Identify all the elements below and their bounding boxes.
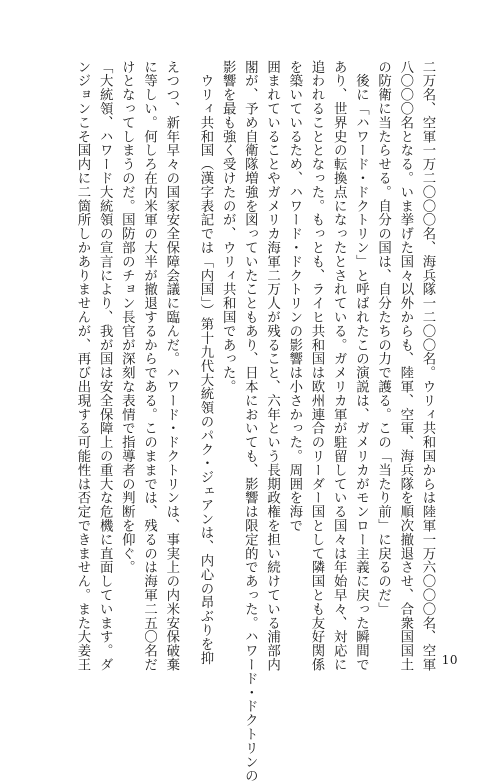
text-column: ンジョンこそ国内に二箇所しかありませんが、再び出現する可能性は否定できません。また大姜王 — [74, 60, 90, 672]
text-column: に等しい。何しろ在内米軍の大半が撤退するからである。このままでは、残るのは海軍二五〇名だ — [141, 60, 157, 672]
text-column: あり、世界史の転換点になったとされている。ガメリカ軍が駐留している国々は年始早々、対応に — [331, 60, 347, 672]
text-column: 影響を最も強く受けたのが、ウリィ共和国であった。 — [220, 60, 236, 394]
text-column: 二万名、空軍一万二〇〇〇名、海兵隊一二〇〇名。ウリィ共和国からは陸軍一万六〇〇〇名、空軍 — [420, 60, 435, 672]
text-column: 「大統領、ハワード大統領の宣言により、我が国は安全保障上の重大な危機に直面しています。ダ — [97, 60, 113, 672]
text-column: の防衛に当たらせる。自分の国は、自分たちの力で護る。この「当たり前」に戻るのだ」 — [375, 60, 391, 616]
text-column: ウリィ共和国（漢字表記では「内国」）第十九代大統領のパク・ジェアンは、内心の昂ぶりを抑 — [197, 60, 213, 665]
page-number: 10 — [441, 653, 458, 667]
text-column: 閣が、予め自衛隊増強を図っていたこともあり、日本においても、影響は限定的であった。ハワード・ドクトリンの — [242, 60, 258, 783]
text-column: 八〇〇〇名となる。いま挙げた国々以外からも、陸軍、空軍、海兵隊を順次撤退させ、合衆国国土 — [397, 60, 413, 672]
text-column: 囲まれていることやガメリカ海軍二万人が残ること、六年という長期政権を担い続けている浦部内 — [264, 60, 280, 672]
text-column: えつつ、新年早々の国家安全保障会議に臨んだ。ハワード・ドクトリンは、事実上の内米安保破棄 — [163, 60, 179, 672]
text-column: を築いているため、ハワード・ドクトリンの影響は小さかった。周囲を海で — [286, 60, 302, 533]
text-column: 追われることとなった。もっとも、ライヒ共和国は欧州連合のリーダー国として隣国とも友好関係 — [308, 60, 324, 672]
text-column: 後に「ハワード・ドクトリン」と呼ばれたこの演説は、ガメリカがモンロー主義に戻った瞬間で — [353, 60, 369, 672]
text-block-upper — [71, 60, 438, 783]
text-column: けとなってしまうのだ。国防部のチョン長官が深刻な表情で指導者の判断を仰ぐ。 — [119, 60, 135, 575]
